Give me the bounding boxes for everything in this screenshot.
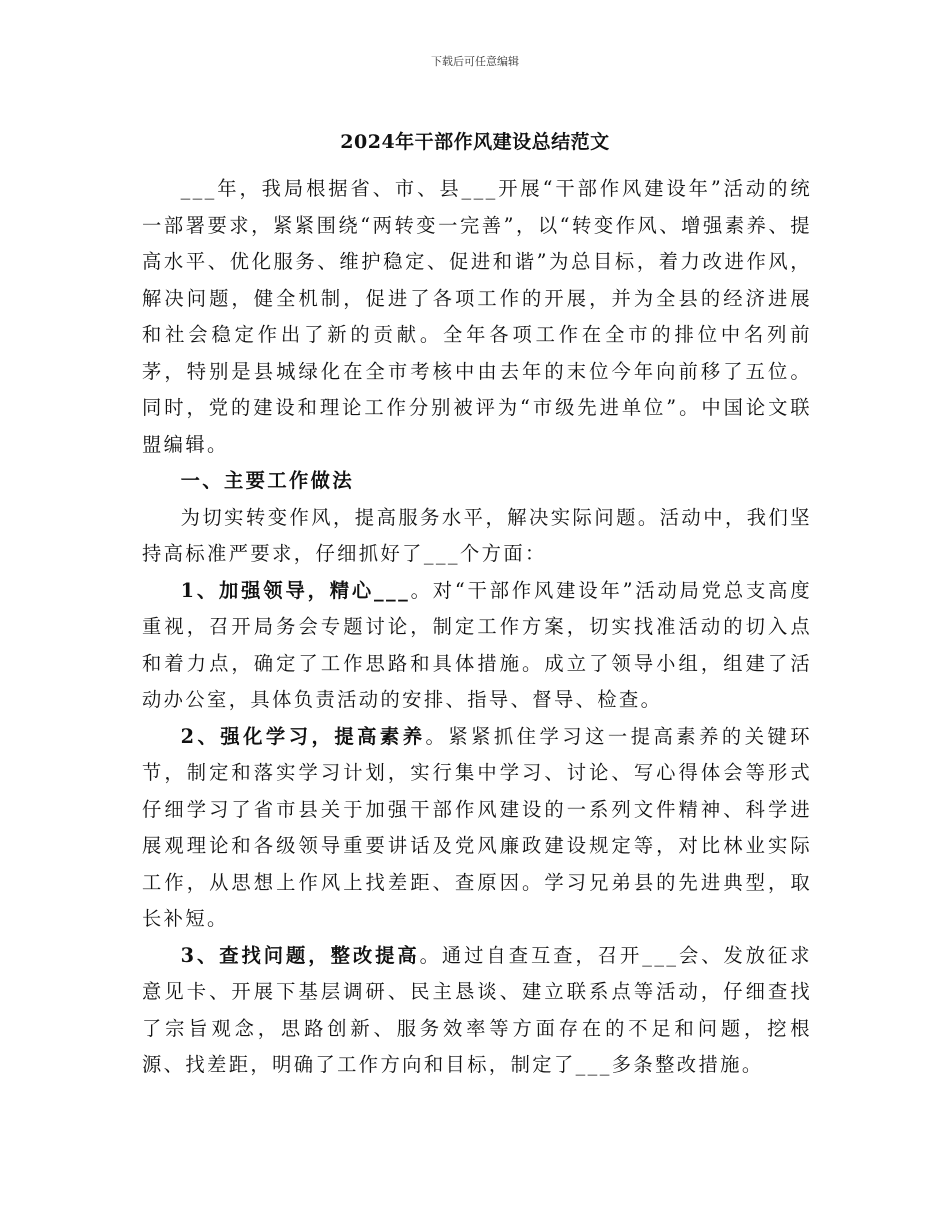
item-lead: 1、加强领导，精心___	[180, 578, 411, 602]
list-item	[142, 573, 812, 719]
intro-paragraph: ___年，我局根据省、市、县___开展“干部作风建设年”活动的统一部署要求，紧紧围绕“两转变一完善”，以“转变作风、增强素养、提高水平、优化服务、维护稳定、促进和谐”为总目标，着力改进作风，解决问题，健全机制，促进了各项工作的开展，并为全县的经济进展和社会稳定作出了新的贡献。全年各项工作在全市的排位中名列前茅，特别是县城绿化在全市考核中由去年的末位今年向前移了五位。同时，党的建设和理论工作分别被评为“市级先进单位”。中国论文联盟编辑。	[142, 177, 812, 456]
item-lead: 2、强化学习，提高素养	[180, 724, 426, 748]
item-text: 。通过自查互查，召开___会、发放征求意见卡、开展下基层调研、民主恳谈、建立联系点等活动，仔细查找了宗旨观念，思路创新、服务效率等方面存在的不足和问题，挖根源、找差距，明确了工作方向和目标，制定了___多条整改措施。	[142, 943, 812, 1076]
item-text: 。紧紧抓住学习这一提高素养的关键环节，制定和落实学习计划，实行集中学习、讨论、写心得体会等形式仔细学习了省市县关于加强干部作风建设的一系列文件精神、科学进展观理论和各级领导重要讲话及党风廉政建设规定等，对比林业实际工作，从思想上作风上找差距、查原因。学习兄弟县的先进典型，取长补短。	[142, 724, 812, 930]
document-body	[142, 171, 812, 1084]
item-lead: 3、查找问题，整改提高	[180, 943, 420, 967]
list-item	[142, 938, 812, 1084]
header-note: 下载后可任意编辑	[431, 55, 519, 68]
document-title: 2024年干部作风建设总结范文	[340, 131, 610, 153]
section-heading: 一、主要工作做法	[180, 469, 355, 492]
section-intro-paragraph: 为切实转变作风，提高服务水平，解决实际问题。活动中，我们坚持高标准严要求，仔细抓好了___个方面：	[142, 505, 812, 565]
list-item	[142, 719, 812, 938]
item-text: 。对“干部作风建设年”活动局党总支高度重视，召开局务会专题讨论，制定工作方案，切实找准活动的切入点和着力点，确定了工作思路和具体措施。成立了领导小组，组建了活动办公室，具体负责活动的安排、指导、督导、检查。	[142, 578, 813, 711]
